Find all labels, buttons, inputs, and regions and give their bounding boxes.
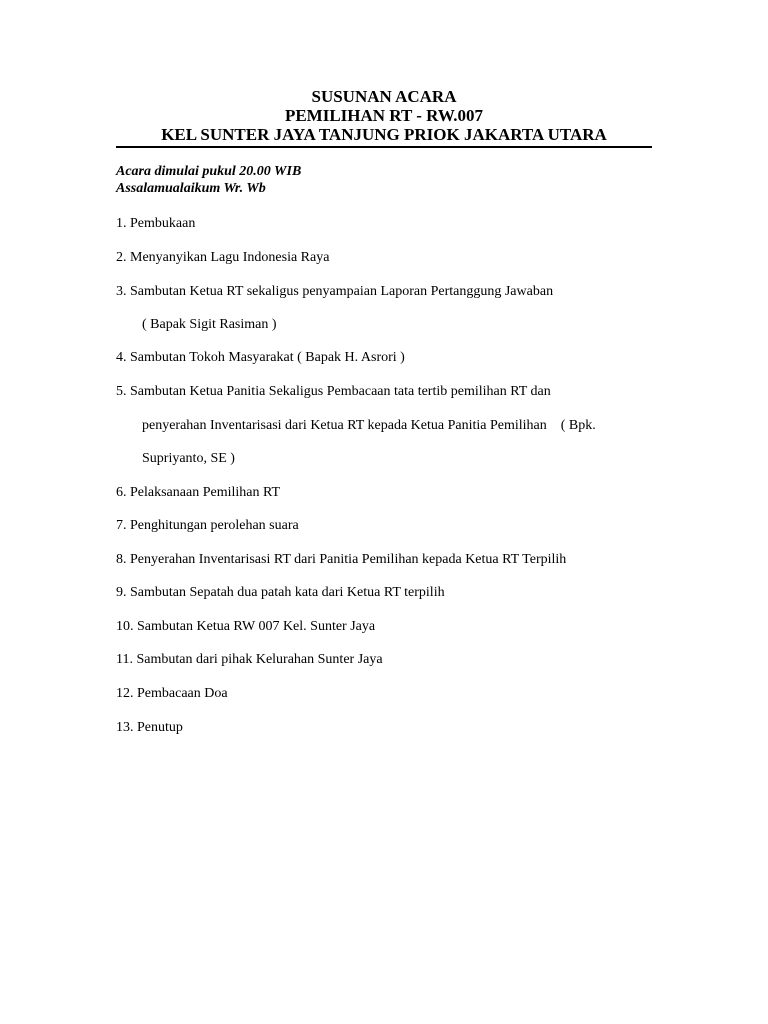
- agenda-item-5: 5. Sambutan Ketua Panitia Sekaligus Pembacaan tata tertib pemilihan RT dan: [116, 384, 551, 399]
- agenda-item-9: 9. Sambutan Sepatah dua patah kata dari Ketua RT terpilih: [116, 585, 445, 600]
- agenda-item-8: 8. Penyerahan Inventarisasi RT dari Panitia Pemilihan kepada Ketua RT Terpilih: [116, 552, 567, 567]
- agenda-item-10: 10. Sambutan Ketua RW 007 Kel. Sunter Jaya: [116, 619, 376, 634]
- heading-subtitle: PEMILIHAN RT - RW.007: [284, 106, 484, 125]
- agenda-item-12: 12. Pembacaan Doa: [116, 686, 228, 701]
- agenda-item-3: 3. Sambutan Ketua RT sekaligus penyampaian Laporan Pertanggung Jawaban: [116, 284, 554, 299]
- start-time-text: Acara dimulai pukul 20.00 WIB: [116, 164, 302, 179]
- intro-block: [116, 163, 301, 197]
- agenda-item-6: 6. Pelaksanaan Pemilihan RT: [116, 485, 281, 500]
- agenda-item-11: 11. Sambutan dari pihak Kelurahan Sunter Jaya: [116, 652, 383, 667]
- agenda-item-5-continuation-1: penyerahan Inventarisasi dari Ketua RT kepada Ketua Panitia Pemilihan ( Bpk.: [142, 418, 596, 433]
- heading-location: KEL SUNTER JAYA TANJUNG PRIOK JAKARTA UTARA: [161, 125, 607, 144]
- agenda-item-3-continuation: ( Bapak Sigit Rasiman ): [142, 317, 277, 332]
- document-heading: [116, 87, 652, 144]
- heading-divider: [116, 146, 652, 148]
- agenda-item-1: 1. Pembukaan: [116, 216, 196, 231]
- agenda-item-13: 13. Penutup: [116, 720, 183, 735]
- greeting-text: Assalamualaikum Wr. Wb: [116, 181, 266, 196]
- agenda-item-2: 2. Menyanyikan Lagu Indonesia Raya: [116, 250, 330, 265]
- agenda-item-5-continuation-2: Supriyanto, SE ): [142, 451, 235, 466]
- heading-title: SUSUNAN ACARA: [311, 87, 457, 106]
- agenda-item-4: 4. Sambutan Tokoh Masyarakat ( Bapak H. Asrori ): [116, 350, 405, 365]
- agenda-item-7: 7. Penghitungan perolehan suara: [116, 518, 299, 533]
